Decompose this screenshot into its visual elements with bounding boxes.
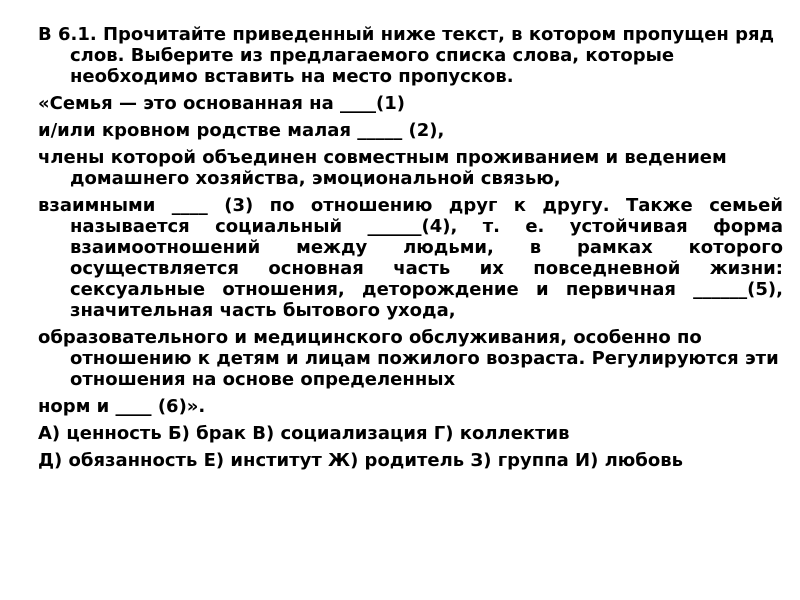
task-text-block	[38, 24, 783, 477]
task-instruction: В 6.1. Прочитайте приведенный ниже текст, в котором пропущен ряд слов. Выберите из предлагаемого списка слова, которые необходимо вставить на место пропусков.	[38, 24, 775, 87]
text-paragraph-3: члены которой объединен совместным проживанием и ведением домашнего хозяйства, эмоциональной связью,	[38, 147, 727, 189]
text-line-1: «Семья — это основанная на ____(1)	[38, 93, 406, 114]
answer-options-line-1: А) ценность Б) брак В) социализация Г) коллектив	[38, 423, 570, 444]
text-paragraph-4: взаимными ____ (3) по отношению друг к другу. Также семьей называется социальный ______(4), т. е. устойчивая форма взаимоотношений между людьми, в рамках которого осуществляется основная часть их повседневной жизни: сексуальные отношения, деторождение и первичная ______(5), значительная часть бытового ухода,	[38, 195, 783, 321]
text-paragraph-5: образовательного и медицинского обслуживания, особенно по отношению к детям и лицам пожилого возраста. Регулируются эти отношения на основе определенных	[38, 327, 779, 390]
text-line-2: и/или кровном родстве малая _____ (2),	[38, 120, 445, 141]
answer-options-line-2: Д) обязанность Е) институт Ж) родитель З) группа И) любовь	[38, 450, 683, 471]
text-line-6: норм и ____ (6)».	[38, 396, 206, 417]
